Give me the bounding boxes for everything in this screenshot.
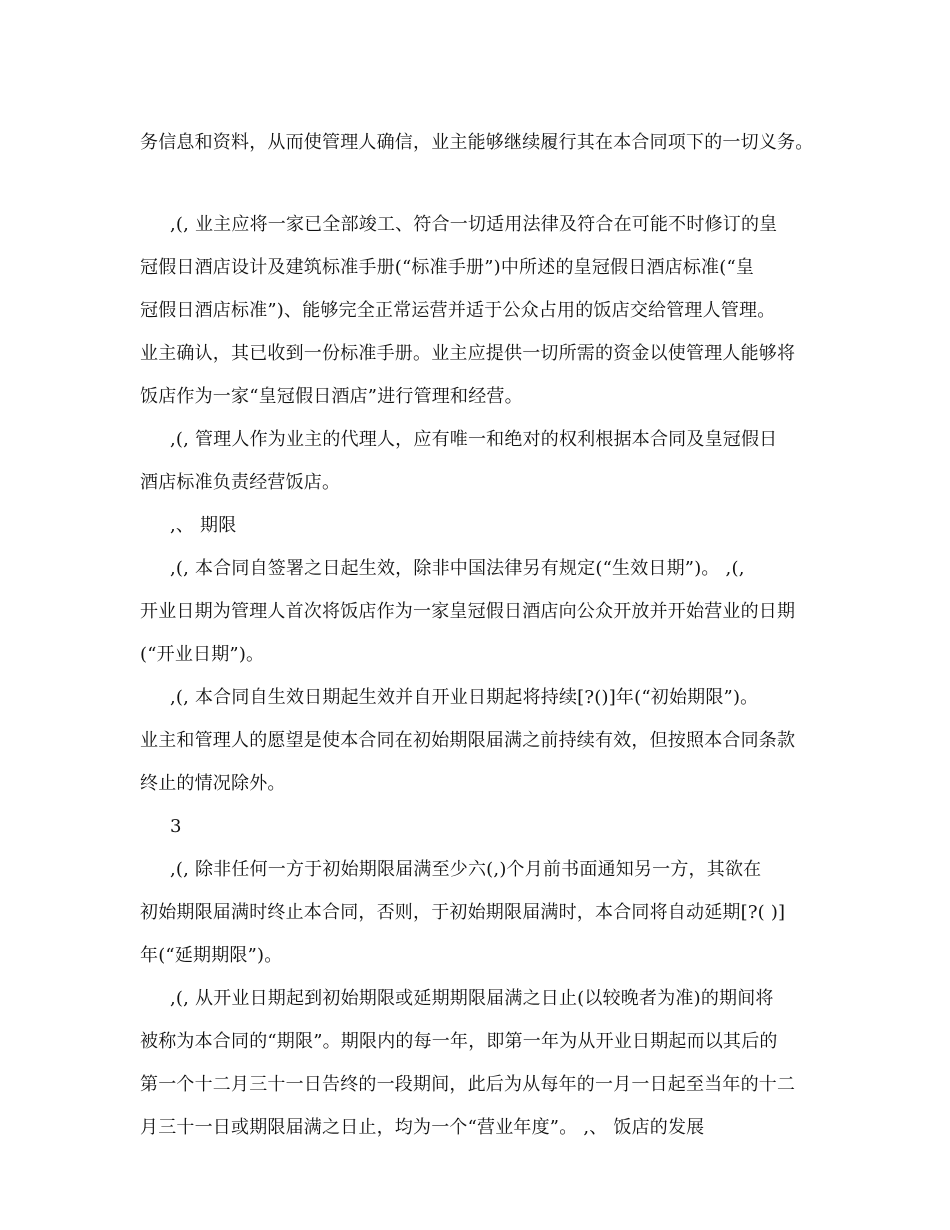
text-line: 初始期限届满时终止本合同，否则，于初始期限届满时，本合同将自动延期[?( )]: [140, 902, 786, 923]
text-line: 业主和管理人的愿望是使本合同在初始期限届满之前持续有效，但按照本合同条款: [140, 730, 796, 751]
text-line: 务信息和资料，从而使管理人确信，业主能够继续履行其在本合同项下的一切义务。: [140, 132, 814, 153]
text-line: 年(“延期期限”)。: [140, 945, 283, 966]
text-line: 第一个十二月三十一日告终的一段期间，此后为从每年的一月一日起至当年的十二: [140, 1074, 796, 1095]
text-line: 酒店标准负责经营饭店。: [140, 472, 341, 493]
text-line: ,(, 从开业日期起到初始期限或延期期限届满之日止(以较晚者为准)的期间将: [170, 988, 774, 1009]
text-line: ,(, 本合同自生效日期起生效并自开业日期起将持续[?()]年(“初始期限”)。: [170, 687, 759, 708]
text-line: 业主确认，其已收到一份标准手册。业主应提供一切所需的资金以使管理人能够将: [140, 343, 796, 364]
text-line: 终止的情况除外。: [140, 773, 286, 794]
text-line: 冠假日酒店标准”)、能够完全正常运营并适于公众占用的饭店交给管理人管理。: [140, 300, 776, 321]
text-line: 被称为本合同的“期限”。期限内的每一年，即第一年为从开业日期起而以其后的: [140, 1031, 778, 1052]
section-heading: ,、 期限: [170, 515, 237, 536]
text-line: 冠假日酒店设计及建筑标准手册(“标准手册”)中所述的皇冠假日酒店标准(“皇: [140, 257, 755, 278]
text-line: ,(, 本合同自签署之日起生效，除非中国法律另有规定(“生效日期”)。 ,(,: [170, 558, 745, 579]
text-line: ,(, 管理人作为业主的代理人，应有唯一和绝对的权利根据本合同及皇冠假日: [170, 429, 778, 450]
page-number: 3: [170, 816, 182, 837]
text-line: 月三十一日或期限届满之日止，均为一个“营业年度”。 ,、 饭店的发展: [140, 1117, 705, 1138]
text-line: 饭店作为一家“皇冠假日酒店”进行管理和经营。: [140, 386, 523, 407]
text-line: ,(, 业主应将一家已全部竣工、符合一切适用法律及符合在可能不时修订的皇: [170, 214, 778, 235]
text-line: 开业日期为管理人首次将饭店作为一家皇冠假日酒店向公众开放并开始营业的日期: [140, 601, 796, 622]
text-line: ,(, 除非任何一方于初始期限届满至少六(,)个月前书面通知另一方，其欲在: [170, 859, 762, 880]
text-line: (“开业日期”)。: [140, 644, 265, 665]
